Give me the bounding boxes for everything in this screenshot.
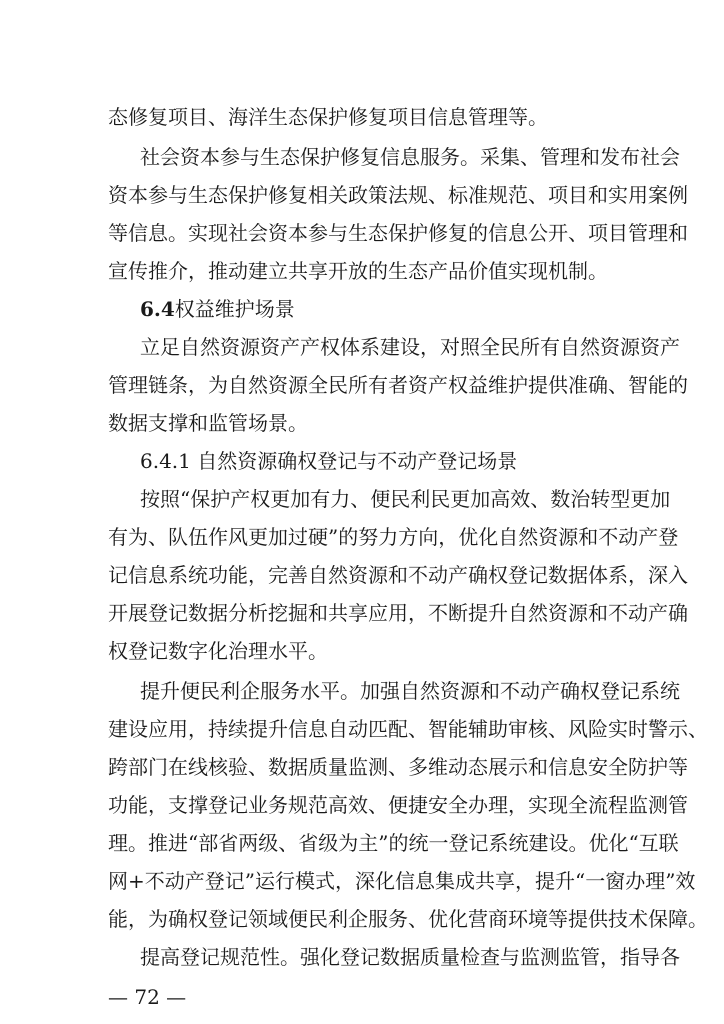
section-number: 6.4 (140, 297, 175, 321)
text-line: 等信息。实现社会资本参与生态保护修复的信息公开、项目管理和 (108, 221, 688, 245)
text-line: 态修复项目、海洋生态保护修复项目信息管理等。 (108, 105, 548, 129)
text-line: 有为、队伍作风更加过硬”的努力方向，优化自然资源和不动产登 (108, 525, 679, 549)
text-line: 按照“保护产权更加有力、便民利民更加高效、数治转型更加 (140, 487, 671, 511)
text-line: 开展登记数据分析挖掘和共享应用，不断提升自然资源和不动产确 (108, 601, 688, 625)
text-line: 网+不动产登记”运行模式，深化信息集成共享，提升“一窗办理”效 (108, 869, 696, 893)
text-line: 能，为确权登记领域便民利企服务、优化营商环境等提供技术保障。 (108, 907, 708, 931)
subsection-heading: 6.4.1 自然资源确权登记与不动产登记场景 (140, 449, 518, 473)
text-line: 管理链条，为自然资源全民所有者资产权益维护提供准确、智能的 (108, 373, 688, 397)
text-line: 数据支撑和监管场景。 (108, 411, 308, 435)
text-line: 权登记数字化治理水平。 (108, 639, 328, 663)
text-line: 功能，支撑登记业务规范高效、便捷安全办理，实现全流程监测管 (108, 793, 688, 817)
text-line: 立足自然资源资产产权体系建设，对照全民所有自然资源资产 (140, 335, 680, 359)
text-line: 记信息系统功能，完善自然资源和不动产确权登记数据体系，深入 (108, 563, 688, 587)
text-line: 跨部门在线核验、数据质量监测、多维动态展示和信息安全防护等 (108, 755, 688, 779)
text-line: 提升便民利企服务水平。加强自然资源和不动产确权登记系统 (140, 679, 680, 703)
text-line: 建设应用，持续提升信息自动匹配、智能辅助审核、风险实时警示、 (108, 717, 708, 741)
section-heading (140, 296, 295, 322)
text-line: 提高登记规范性。强化登记数据质量检查与监测监管，指导各 (140, 945, 680, 969)
text-line: 社会资本参与生态保护修复信息服务。采集、管理和发布社会 (140, 145, 680, 169)
page-number: — 72 — (108, 985, 187, 1009)
text-line: 宣传推介，推动建立共享开放的生态产品价值实现机制。 (108, 259, 608, 283)
text-line: 理。推进“部省两级、省级为主”的统一登记系统建设。优化“互联 (108, 831, 679, 855)
text-line: 资本参与生态保护修复相关政策法规、标准规范、项目和实用案例 (108, 183, 688, 207)
section-title: 权益维护场景 (174, 297, 295, 321)
